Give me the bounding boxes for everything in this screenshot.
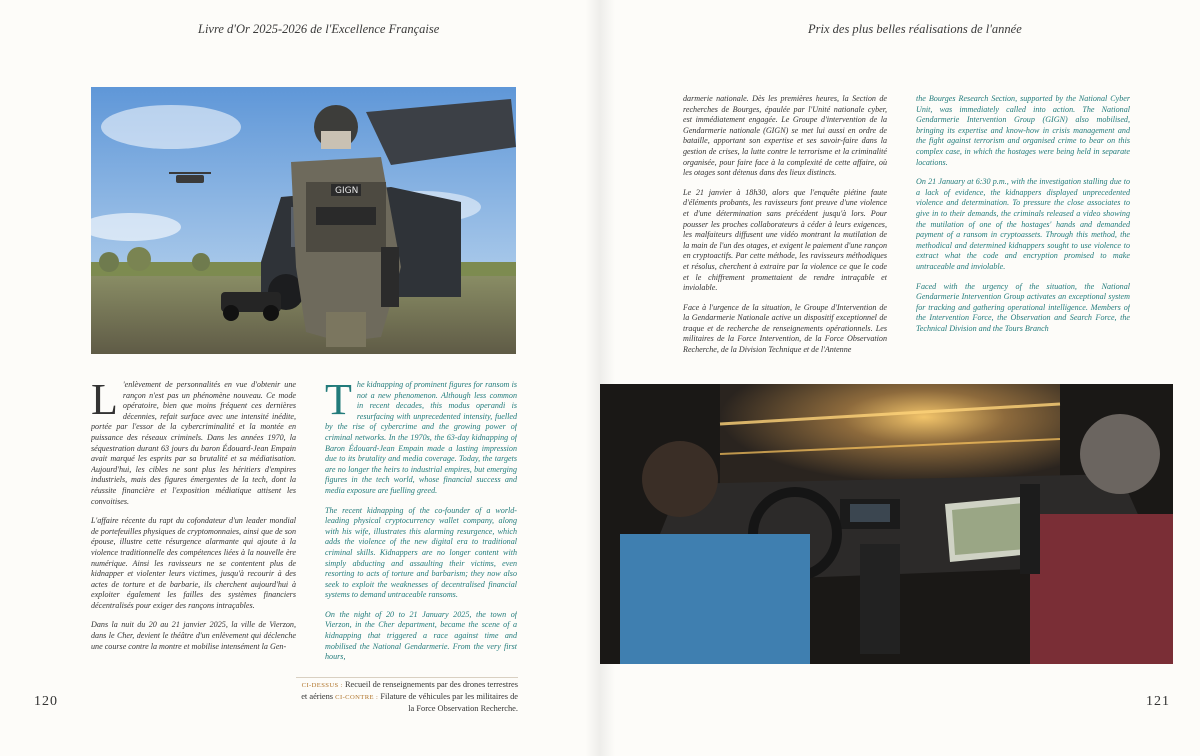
- photo-caption: [296, 679, 518, 714]
- paragraph-en-4: the Bourges Research Section, supported by the National Cyber Unit, was immediately called into action. The National Gendarmerie Intervention Group (GIGN) also mobilised, bringing its expertise and know-how in crisis management and the fight against terrorism and organised crime to bear on this complex case, in which the hostages were being held in separate locations.: [916, 94, 1130, 167]
- photo-vehicle-surveillance-image: [600, 384, 1173, 664]
- photo-gign-drone-image: [91, 87, 516, 354]
- photo-gign-drone: [91, 87, 516, 354]
- article-column-en-2: [916, 94, 1130, 358]
- running-head-right: Prix des plus belles réalisations de l'année: [808, 22, 1022, 36]
- dropcap-en: T: [325, 380, 352, 424]
- running-head-left: Livre d'Or 2025-2026 de l'Excellence Française: [198, 22, 440, 36]
- paragraph-en-6: Faced with the urgency of the situation, the National Gendarmerie Intervention Group activates an exceptional system for tracking and gathering operational intelligence. Members of the Intervention Force, the Observation and Search Force, the Technical Division and the Tours Branch: [916, 281, 1130, 333]
- article-column-en-1: [325, 380, 517, 670]
- paragraph-fr-3: Dans la nuit du 20 au 21 janvier 2025, la ville de Vierzon, dans le Cher, devient le théâtre d'un enlèvement qui déclenche une course contre la montre et mobilise intensément la Gen-: [91, 620, 296, 651]
- paragraph-fr-6: Face à l'urgence de la situation, le Groupe d'Intervention de la Gendarmerie Nationale active un dispositif exceptionnel de traque et de recherche de renseignements opérationnels. Les militaires de la Force Intervention, de la Force Observation Recherche, de la Division Technique et de l'Antenne: [683, 302, 887, 355]
- paragraph-fr-2: L'affaire récente du rapt du cofondateur d'un leader mondial de portefeuilles physiques de cryptomonnaies, ainsi que de son épouse, illustre cette résurgence alarmante qui ajoute à la violence traditionnelle des compétences liées à la nouvelle ère numérique. Ainsi les ravisseurs ne se contentent plus de kidnapper et violenter leurs victimes, jusqu'à recourir à des actes de torture et de barbarie, ils cherchent aujourd'hui à exploiter également les failles des systèmes financiers décentralisés pour exiger des rançons intraçables.: [91, 516, 296, 610]
- paragraph-fr-1-text: 'enlèvement de personnalités en vue d'obtenir une rançon n'est pas un phénomène nouveau. Ce mode opératoire, bien que moins fréquent ces dernières décennies, refait surface avec une intensité inédite, portée par l'essor de la cybercriminalité et la montée en puissance des réseaux criminels. Dans les années 1970, la séquestration durant 63 jours du baron Édouard-Jean Empain avait marqué les esprits par sa brutalité et sa médiatisation. Aujourd'hui, les cibles ne sont plus les héritiers d'empires industriels, mais des figures émergentes de la tech, dont la réussite financière et l'exposition médiatique attisent les convoitises.: [91, 380, 296, 506]
- caption-divider: [296, 677, 518, 678]
- page-number-left: 120: [34, 694, 58, 709]
- paragraph-fr-4: darmerie nationale. Dès les premières heures, la Section de recherches de Bourges, épaulée par l'Unité nationale cyber, est immédiatement engagée. Le Groupe d'intervention de la Gendarmerie nationale (GIGN) se met lui aussi en ordre de bataille, apportant son expertise et ses savoir-faire dans la gestion de crises, la lutte contre le terrorisme et la criminalité organisée, pour faire face à la complexité de cette affaire, où les otages sont détenus dans des lieux distincts.: [683, 94, 887, 178]
- paragraph-en-5: On 21 January at 6:30 p.m., with the investigation stalling due to a lack of evidence, the kidnappers displayed unprecedented violence and determination. To pressure the close associates to give in to their demands, the criminals released a video showing the mutilation of one of the hostages' hands and demanded payment of a ransom in cryptoassets. Through this method, the methodical and determined kidnappers sought to use violence to extract what the code and encryption promised to make untraceable and inviolable.: [916, 177, 1130, 271]
- paragraph-fr-1: [91, 380, 296, 507]
- dropcap-fr: L: [91, 380, 118, 424]
- photo-vehicle-surveillance: [600, 384, 1173, 664]
- paragraph-en-3: On the night of 20 to 21 January 2025, the town of Vierzon, in the Cher department, became the scene of a kidnapping that triggered a race against time and mobilised the National Gendarmerie. From the very first hours,: [325, 609, 517, 662]
- caption-text-opposite: Filature de véhicules par les militaires de la Force Observation Recherche.: [380, 692, 518, 713]
- caption-tag-above: CI-DESSUS :: [301, 682, 343, 689]
- article-column-fr-1: [91, 380, 296, 665]
- paragraph-en-2: The recent kidnapping of the co-founder of a world-leading physical cryptocurrency wallet company, along with his wife, illustrates this alarming resurgence, which adds the violence of the new digital era to traditional criminal skills. Kidnappers are no longer content with simply abducting and assaulting their victims, even resorting to acts of torture and barbarism; they now also seek to exploit the weaknesses of decentralised financial systems to demand untraceable ransoms.: [325, 505, 517, 600]
- paragraph-en-1-text: he kidnapping of prominent figures for ransom is not a new phenomenon. Although less common in recent decades, this modus operandi is resurfacing with unprecedented intensity, fuelled by the rise of cybercrime and the growing power of criminal networks. In the 1970s, the 63-day kidnapping of Baron Édouard-Jean Empain made a lasting impression due to its brutality and media coverage. Today, the targets are no longer the heirs to industrial empires, but emerging figures in the tech world, whose financial success and media exposure are fuelling greed.: [325, 380, 517, 495]
- page-number-right: 121: [1146, 694, 1170, 709]
- paragraph-fr-5: Le 21 janvier à 18h30, alors que l'enquête piétine faute d'éléments probants, les ravisseurs font preuve d'une violence et d'une détermination sans précédent jusqu'à lors. Pour pousser les proches collaborateurs à céder à leurs exigences, les malfaiteurs diffusent une vidéo montrant la mutilation de la main de l'un des otages, et exigent le paiement d'une rançon en cryptoactifs. Par cette méthode, les ravisseurs méthodiques et résolus, cherchent à extraire par la violence ce que le code et le chiffrement promettaient de rendre intraçable et inviolable.: [683, 187, 887, 293]
- caption-text-above: Recueil de renseignements par des drones terrestres et aériens: [301, 680, 518, 701]
- article-column-fr-2: [683, 94, 887, 358]
- caption-tag-opposite: CI-CONTRE :: [335, 694, 379, 701]
- paragraph-en-1: [325, 380, 517, 497]
- gign-vest-label: GIGN: [335, 186, 359, 196]
